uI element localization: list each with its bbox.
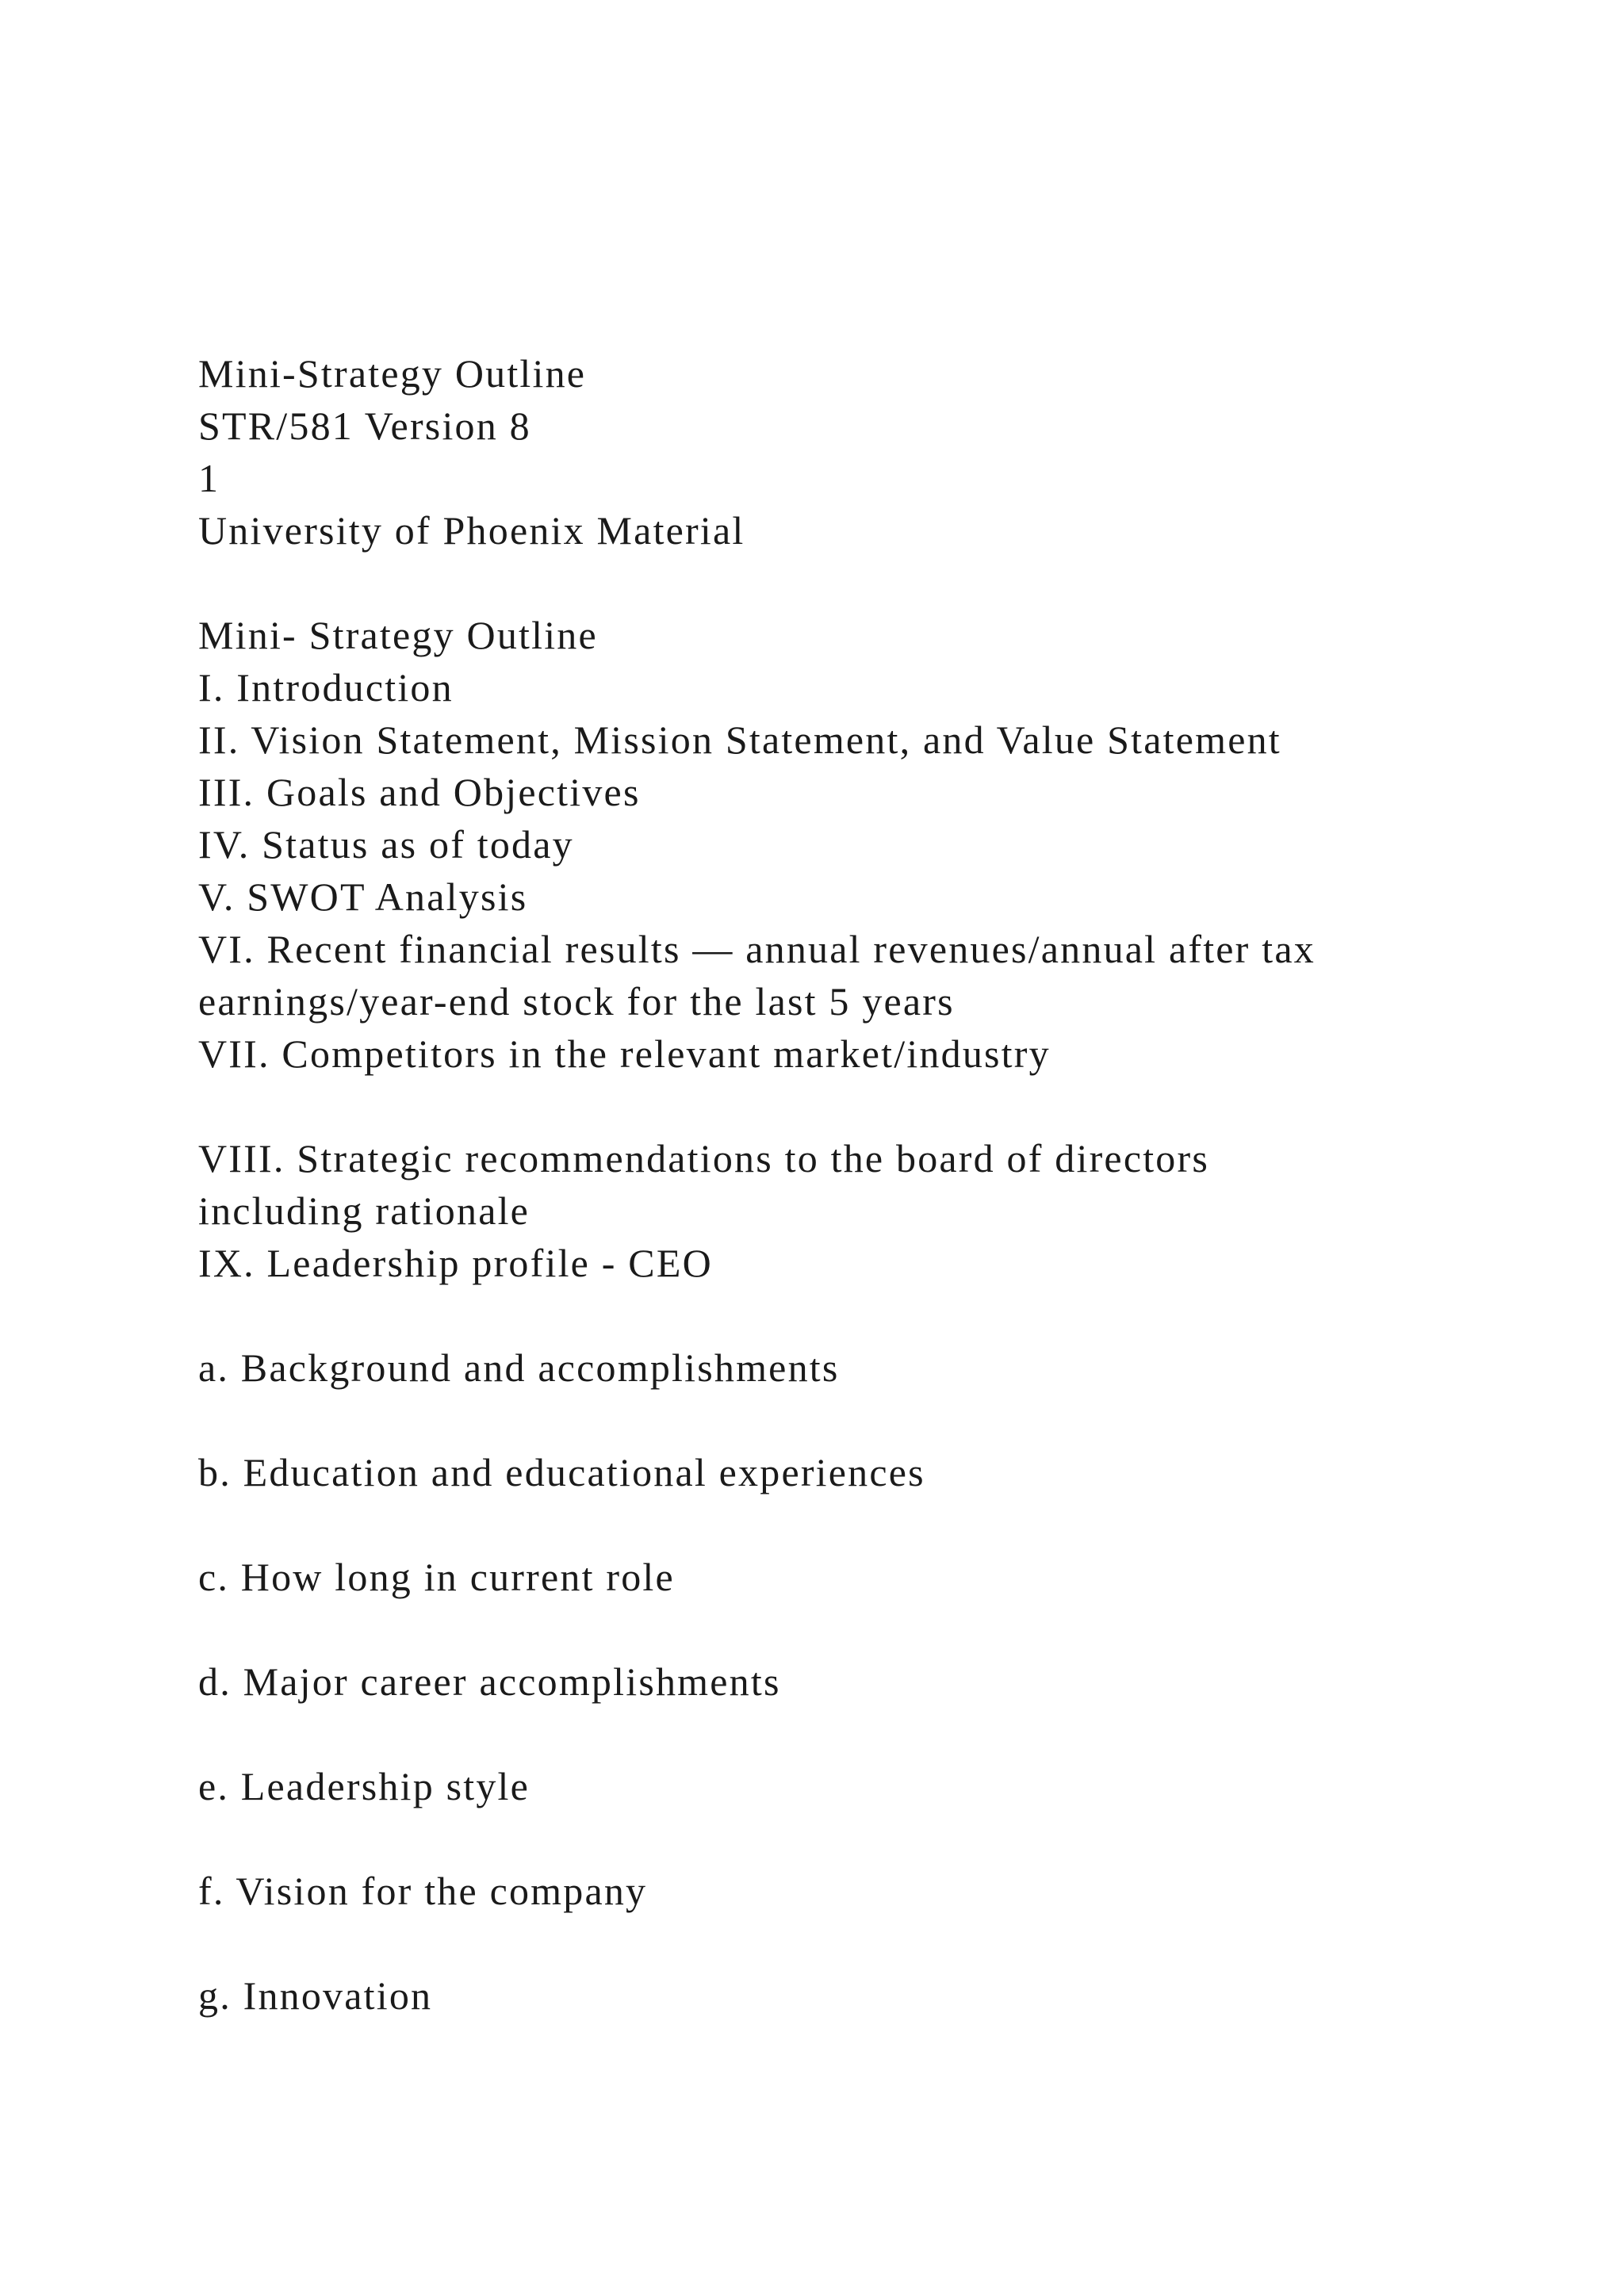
spacer — [198, 1812, 1562, 1865]
outline-item-leadership-profile: IX. Leadership profile - CEO — [198, 1241, 713, 1285]
document-body — [198, 347, 1562, 2022]
spacer — [198, 1498, 1562, 1551]
institution-label: University of Phoenix Material — [198, 508, 745, 553]
spacer — [198, 557, 1562, 609]
subitem-background: a. Background and accomplishments — [198, 1345, 840, 1390]
course-code: STR/581 Version 8 — [198, 404, 531, 448]
outline-item-goals: III. Goals and Objectives — [198, 770, 641, 814]
spacer — [198, 1603, 1562, 1655]
document-title: Mini-Strategy Outline — [198, 351, 587, 396]
outline-heading: Mini- Strategy Outline — [198, 613, 598, 657]
outline-item-competitors: VII. Competitors in the relevant market/industry — [198, 1031, 1051, 1076]
spacer — [198, 1080, 1562, 1132]
outline-item-status: IV. Status as of today — [198, 822, 574, 867]
spacer — [198, 1917, 1562, 1969]
spacer — [198, 1708, 1562, 1760]
outline-item-financial-results-cont: earnings/year-end stock for the last 5 years — [198, 979, 955, 1024]
subitem-career-accomplishments: d. Major career accomplishments — [198, 1659, 781, 1704]
outline-item-swot: V. SWOT Analysis — [198, 874, 528, 919]
subitem-education: b. Education and educational experiences — [198, 1450, 925, 1494]
spacer — [198, 1394, 1562, 1446]
outline-item-introduction: I. Introduction — [198, 665, 454, 710]
subitem-tenure: c. How long in current role — [198, 1555, 675, 1599]
outline-item-financial-results: VI. Recent financial results — annual revenues/annual after tax — [198, 927, 1316, 971]
outline-item-vision-mission-value: II. Vision Statement, Mission Statement, and Value Statement — [198, 718, 1281, 762]
subitem-innovation: g. Innovation — [198, 1973, 433, 2018]
spacer — [198, 1289, 1562, 1341]
subitem-vision: f. Vision for the company — [198, 1869, 648, 1913]
subitem-leadership-style: e. Leadership style — [198, 1764, 530, 1808]
page-number: 1 — [198, 456, 220, 500]
outline-item-recommendations-cont: including rationale — [198, 1188, 530, 1233]
outline-item-recommendations: VIII. Strategic recommendations to the board of directors — [198, 1136, 1210, 1181]
